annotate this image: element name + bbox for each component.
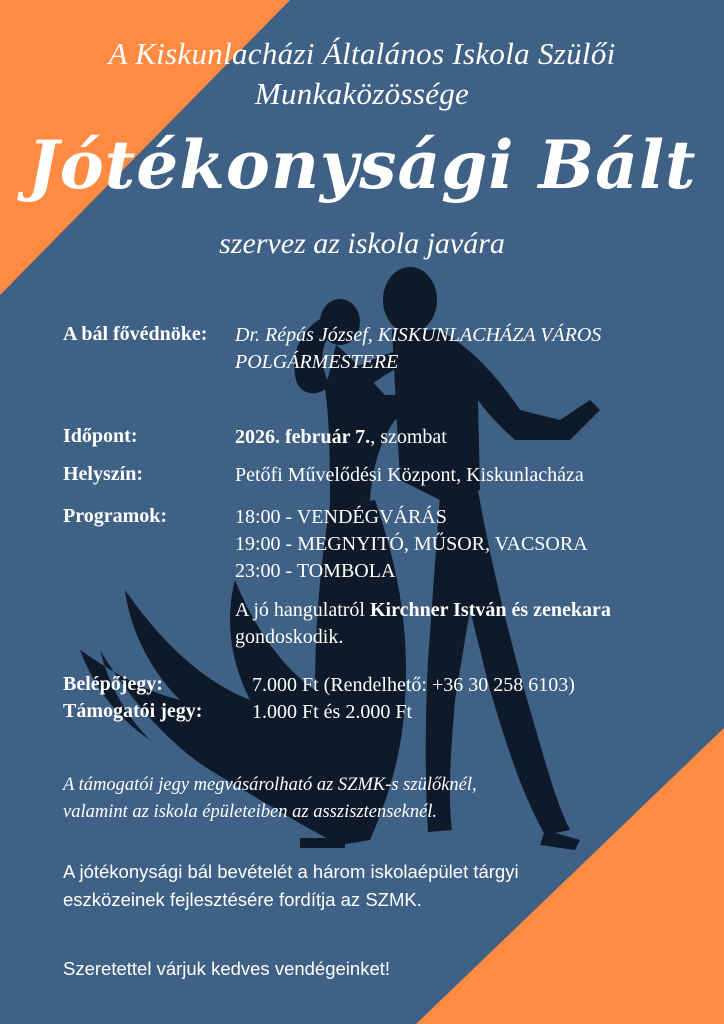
program-item: 23:00 - TOMBOLA bbox=[235, 560, 396, 582]
support-ticket-label: Támogatói jegy: bbox=[63, 700, 203, 722]
music-prefix: A jó hangulatról bbox=[235, 599, 370, 621]
ticket-label: Belépőjegy: bbox=[63, 673, 163, 695]
date-label: Időpont: bbox=[63, 425, 138, 447]
support-note-line-1: A támogatói jegy megvásárolható az SZMK-s szülőknél, bbox=[63, 775, 477, 795]
organizer-name bbox=[0, 34, 724, 114]
music-line-1 bbox=[235, 597, 611, 624]
venue-value: Petőfi Művelődési Központ, Kiskunlacháza bbox=[235, 464, 584, 486]
closing-text: Szeretettel várjuk kedves vendégeinket! bbox=[63, 958, 391, 979]
patron-line-2: POLGÁRMESTERE bbox=[235, 351, 399, 373]
date-value-bold: 2026. február 7. bbox=[235, 426, 371, 448]
program-label: Programok: bbox=[63, 505, 168, 527]
program-item: 18:00 - VENDÉGVÁRÁS bbox=[235, 506, 447, 528]
support-note-line-2: valamint az iskola épületeiben az asszisztenseknél. bbox=[63, 802, 438, 822]
music-line-2: gondoskodik. bbox=[235, 626, 344, 648]
date-value-rest: , szombat bbox=[370, 426, 447, 448]
patron-label: A bál fővédnöke: bbox=[63, 323, 208, 345]
support-ticket-value: 1.000 Ft és 2.000 Ft bbox=[252, 701, 413, 723]
date-value bbox=[235, 424, 447, 451]
patron-line-1: Dr. Répás József, KISKUNLACHÁZA VÁROS bbox=[235, 324, 602, 346]
purpose-line-2: eszközeinek fejlesztésére fordítja az SZMK. bbox=[63, 889, 422, 910]
event-title: Jótékonysági Bált bbox=[27, 126, 697, 204]
purpose-line-1: A jótékonysági bál bevételét a három iskolaépület tárgyi bbox=[63, 861, 519, 882]
program-item: 19:00 - MEGNYITÓ, MŰSOR, VACSORA bbox=[235, 533, 588, 555]
organizer-line-1: A Kiskunlacházi Általános Iskola Szülői bbox=[108, 36, 616, 71]
organizer-line-2: Munkaközössége bbox=[254, 76, 470, 111]
venue-label: Helyszín: bbox=[63, 463, 143, 485]
event-subtitle: szervez az iskola javára bbox=[219, 227, 505, 260]
band-name: Kirchner István és zenekara bbox=[369, 599, 611, 621]
ticket-value: 7.000 Ft (Rendelhető: +36 30 258 6103) bbox=[252, 674, 575, 696]
